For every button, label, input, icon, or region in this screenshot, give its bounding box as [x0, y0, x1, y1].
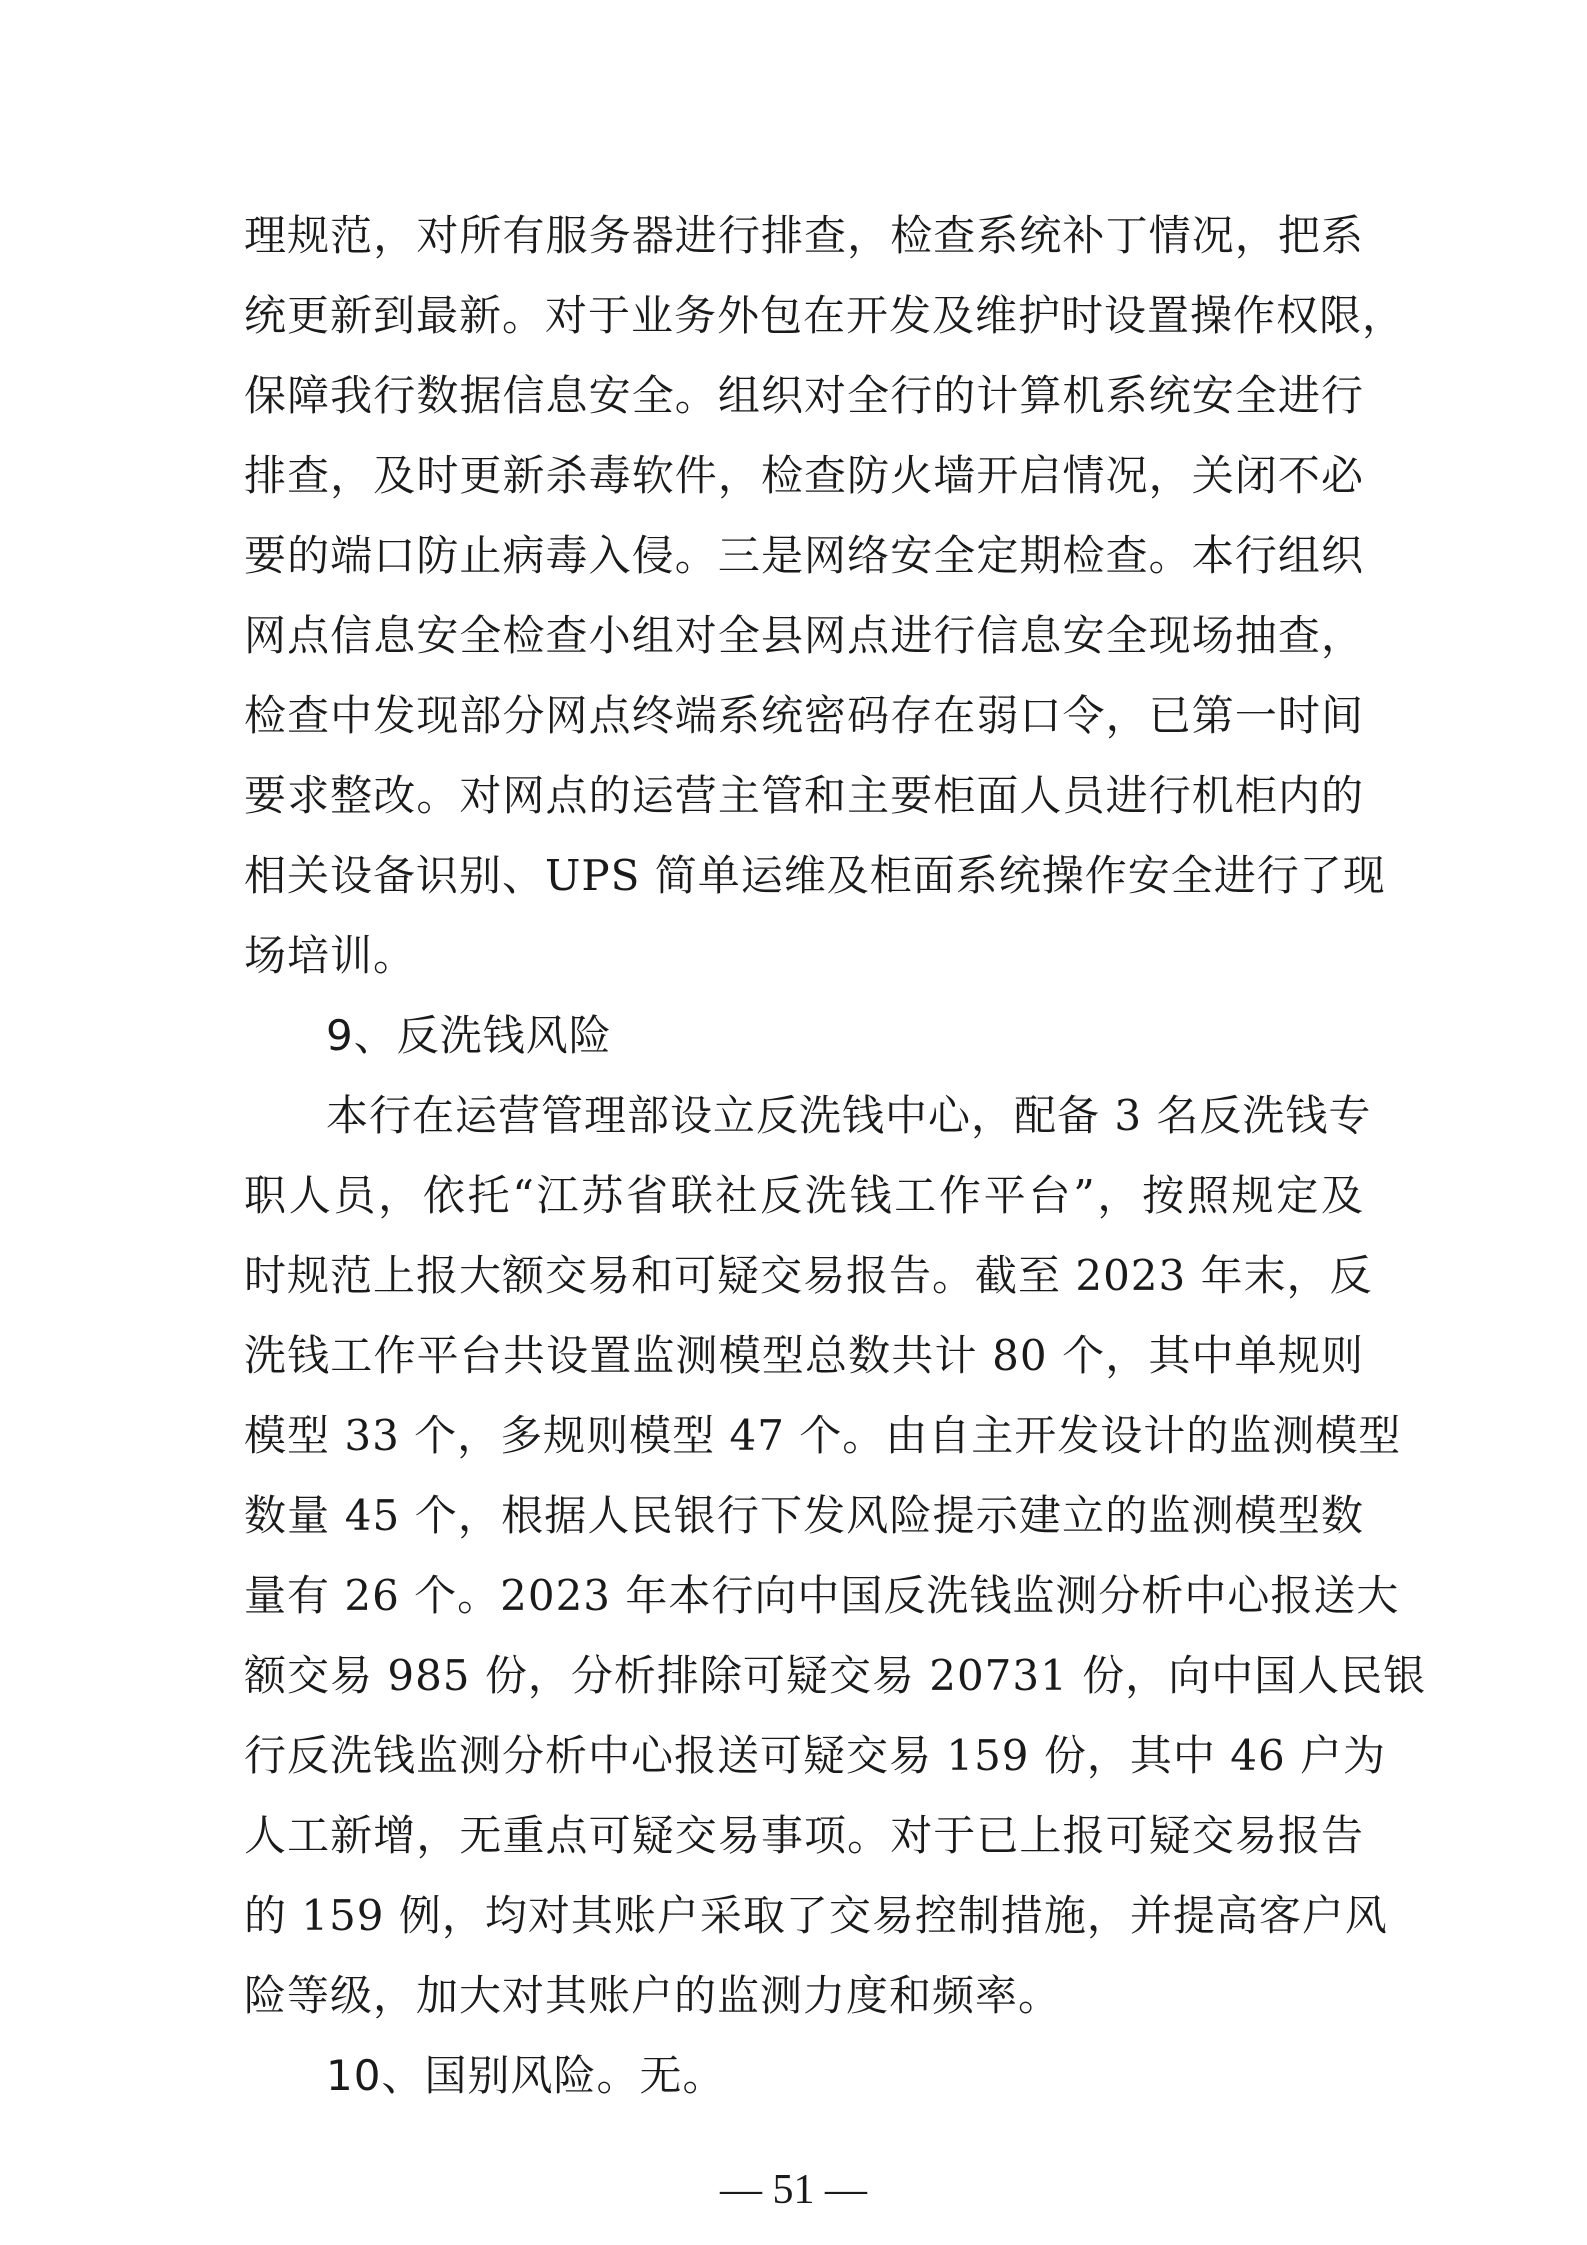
paragraph-line: 洗钱工作平台共设置监测模型总数共计 80 个，其中单规则 [244, 1331, 1364, 1380]
paragraph-line: 额交易 985 份，分析排除可疑交易 20731 份，向中国人民银 [244, 1651, 1427, 1700]
paragraph-line: 数量 45 个，根据人民银行下发风险提示建立的监测模型数 [244, 1491, 1364, 1540]
paragraph-line: 本行在运营管理部设立反洗钱中心，配备 3 名反洗钱专 [326, 1091, 1372, 1140]
paragraph-line: 相关设备识别、UPS 简单运维及柜面系统操作安全进行了现 [244, 851, 1386, 900]
section-heading-9: 9、反洗钱风险 [326, 1011, 612, 1060]
paragraph-line: 检查中发现部分网点终端系统密码存在弱口令，已第一时间 [244, 691, 1364, 740]
section-heading-10: 10、国别风险。无。 [326, 2051, 726, 2100]
paragraph-line: 时规范上报大额交易和可疑交易报告。截至 2023 年末，反 [244, 1251, 1373, 1300]
paragraph-line: 模型 33 个，多规则模型 47 个。由自主开发设计的监测模型 [244, 1411, 1402, 1460]
paragraph-line: 行反洗钱监测分析中心报送可疑交易 159 份，其中 46 户为 [244, 1731, 1387, 1780]
paragraph-line: 险等级，加大对其账户的监测力度和频率。 [244, 1971, 1062, 2020]
paragraph-line: 统更新到最新。对于业务外包在开发及维护时设置操作权限， [244, 291, 1406, 340]
paragraph-line: 职人员，依托“江苏省联社反洗钱工作平台”，按照规定及 [244, 1171, 1364, 1220]
paragraph-line: 的 159 例，均对其账户采取了交易控制措施，并提高客户风 [244, 1891, 1388, 1940]
paragraph-line: 网点信息安全检查小组对全县网点进行信息安全现场抽查， [244, 611, 1364, 660]
page-number: — 51 — [720, 2167, 867, 2213]
paragraph-line: 场培训。 [244, 931, 417, 980]
paragraph-line: 保障我行数据信息安全。组织对全行的计算机系统安全进行 [244, 371, 1364, 420]
paragraph-line: 量有 26 个。2023 年本行向中国反洗钱监测分析中心报送大 [244, 1571, 1400, 1620]
paragraph-line: 要求整改。对网点的运营主管和主要柜面人员进行机柜内的 [244, 771, 1364, 820]
paragraph-line: 理规范，对所有服务器进行排查，检查系统补丁情况，把系 [244, 211, 1364, 260]
paragraph-line: 人工新增，无重点可疑交易事项。对于已上报可疑交易报告 [244, 1811, 1364, 1860]
paragraph-line: 要的端口防止病毒入侵。三是网络安全定期检查。本行组织 [244, 531, 1364, 580]
paragraph-line: 排查，及时更新杀毒软件，检查防火墙开启情况，关闭不必 [244, 451, 1364, 500]
